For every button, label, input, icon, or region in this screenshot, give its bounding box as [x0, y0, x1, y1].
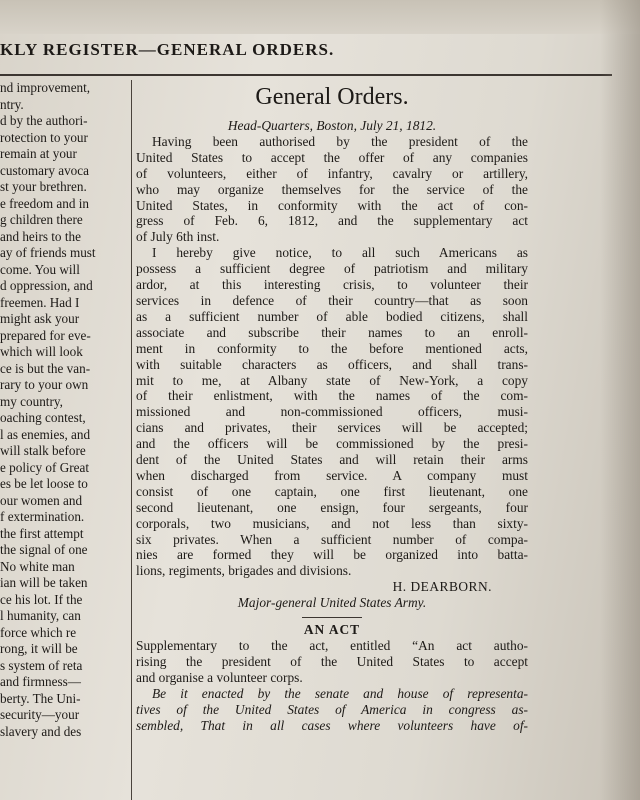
page-top-margin — [0, 0, 640, 34]
text-line: United States, in conformity with the act of con- — [136, 197, 528, 213]
text-line: consist of one captain, one first lieutenant, one — [136, 483, 528, 499]
header-rule — [0, 74, 612, 76]
text-line: when discharged from service. A company must — [136, 467, 528, 483]
text-line: of their enlistment, with the names of the com- — [136, 388, 528, 404]
text-line: Be it enacted by the senate and house of representa- — [152, 685, 528, 701]
text-line: Having been authorised by the president of the — [152, 133, 528, 149]
dateline: Head-Quarters, Boston, July 21, 1812. — [227, 118, 437, 133]
text-line: associate and subscribe their names to an enroll- — [136, 324, 528, 340]
text-line: ian will be taken — [0, 575, 88, 590]
act-title: AN ACT — [303, 622, 361, 638]
text-line: f extermination. — [0, 509, 85, 524]
article-heading: General Orders. — [255, 84, 409, 110]
text-line: who may organize themselves for the service of the — [136, 181, 528, 197]
text-line: rong, it will be — [0, 641, 78, 656]
text-line: mit to me, at Albany state of New-York, a copy — [136, 372, 528, 388]
text-line: our women and — [0, 492, 83, 508]
text-line: I hereby give notice, to all such Americans as — [152, 245, 528, 261]
text-line: g children there — [0, 212, 83, 227]
running-head: KLY REGISTER—GENERAL ORDERS. — [0, 40, 335, 59]
text-line: my country, — [0, 393, 63, 409]
text-line: slavery and des — [0, 723, 82, 739]
text-line: gress of Feb. 6, 1812, and the supplementary act — [136, 213, 528, 229]
text-line: possess a sufficient degree of patriotism and military — [136, 261, 528, 277]
text-line: rising the president of the United States to accept — [136, 653, 528, 669]
text-line: berty. The Uni- — [0, 690, 81, 706]
act-enacting-clause — [136, 686, 528, 734]
text-line: force which re — [0, 624, 77, 640]
text-line: and firmness— — [0, 674, 81, 689]
text-line: of July 6th inst. — [136, 229, 220, 245]
text-line: customary avoca — [0, 162, 89, 178]
text-line: e freedom and in — [0, 195, 89, 211]
text-line: ay of friends must — [0, 245, 96, 260]
text-line: ce his lot. If the — [0, 591, 83, 607]
text-line: second lieutenant, one ensign, four sergeants, four — [136, 499, 528, 515]
text-line: and the officers will be commissioned by the presi- — [136, 436, 528, 452]
page-fold-shadow — [600, 0, 640, 800]
text-line: es be let loose to — [0, 476, 88, 491]
signature: H. DEARBORN. — [392, 579, 492, 595]
text-line: with suitable characters as officers, and shall trans- — [136, 356, 528, 372]
text-line: services in defence of their country—that as soon — [136, 292, 528, 308]
text-line: come. You will — [0, 261, 80, 277]
text-line: United States to accept the offer of any companies — [136, 149, 528, 165]
text-line: d oppression, and — [0, 278, 93, 293]
text-line: prepared for eve- — [0, 327, 91, 343]
text-line: ment in conformity to the before mentioned acts, — [136, 340, 528, 356]
text-line: corporals, two musicians, and not less than sixty- — [136, 515, 528, 531]
paragraph-1 — [136, 134, 528, 245]
text-line: No white man — [0, 558, 75, 574]
column-divider — [131, 80, 132, 800]
text-line: as a sufficient number of able bodied citizens, shall — [136, 308, 528, 324]
text-line: rotection to your — [0, 129, 88, 145]
text-line: oaching contest, — [0, 410, 86, 425]
text-line: nd improvement, — [0, 80, 91, 95]
text-line: missioned and non-commissioned officers, musi- — [136, 404, 528, 420]
text-line: dent of the United States and will retain their arms — [136, 452, 528, 468]
text-line: the first attempt — [0, 525, 84, 541]
text-line: the signal of one — [0, 542, 88, 557]
text-line: will stalk before — [0, 443, 86, 458]
text-line: six privates. When a sufficient number of compa- — [136, 531, 528, 547]
text-line: e policy of Great — [0, 459, 89, 475]
left-column — [0, 80, 130, 800]
text-line: l as enemies, and — [0, 426, 91, 442]
text-line: ardor, at this interesting crisis, to volunteer their — [136, 277, 528, 293]
right-column — [136, 82, 528, 800]
signature-title: Major-general United States Army. — [237, 595, 427, 611]
text-line: which will look — [0, 344, 83, 359]
text-line: d by the authori- — [0, 113, 88, 128]
text-line: sembled, That in all cases where volunteers have of- — [136, 717, 528, 733]
text-line: st your brethren. — [0, 179, 87, 194]
text-line: l humanity, can — [0, 608, 81, 623]
text-line: security—your — [0, 707, 80, 722]
text-line: nies are formed they will be organized into batta- — [136, 547, 528, 563]
text-line: might ask your — [0, 311, 80, 326]
text-line: cians and privates, their services will be accepted; — [136, 420, 528, 436]
text-line: remain at your — [0, 146, 77, 161]
text-line: rary to your own — [0, 377, 89, 392]
text-line: of volunteers, either of infantry, cavalry or artillery, — [136, 165, 528, 181]
text-line: and organise a volunteer corps. — [136, 669, 303, 685]
paragraph-2 — [136, 245, 528, 579]
act-subtitle — [136, 638, 528, 686]
text-line: and heirs to the — [0, 228, 81, 244]
text-line: ntry. — [0, 96, 24, 112]
text-line: tives of the United States of America in congress as- — [136, 701, 528, 717]
text-line: s system of reta — [0, 657, 83, 673]
text-line: lions, regiments, brigades and divisions. — [136, 563, 352, 579]
text-line: Supplementary to the act, entitled “An act autho- — [136, 638, 528, 653]
section-divider — [302, 617, 362, 618]
text-line: ce is but the van- — [0, 360, 91, 376]
text-line: freemen. Had I — [0, 294, 80, 310]
